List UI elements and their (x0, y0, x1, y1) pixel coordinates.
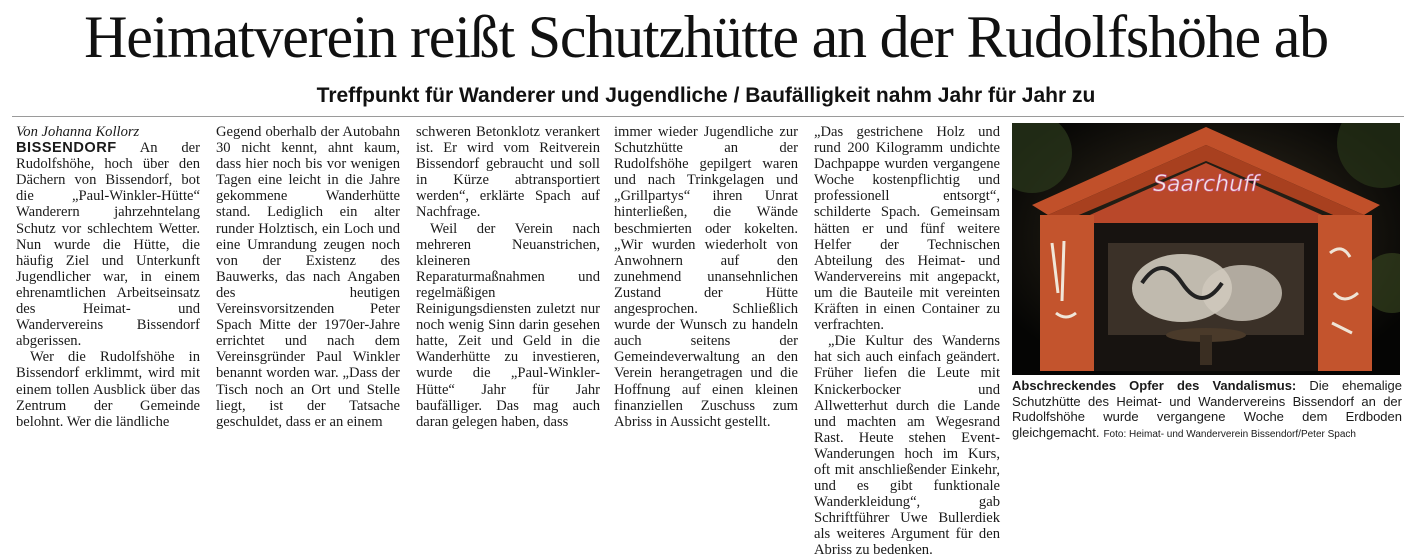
paragraph-2: Wer die Rudolfshöhe in Bissendorf erklimmt, wird mit einem tollen Ausblick über das Zentrum der Gemeinde belohnt. Wer die ländliche (16, 349, 200, 430)
paragraph-5: „Die Kultur des Wanderns hat sich auch einfach geändert. Früher liefen die Leute mit Knickerbocker und Allwetterhut durch die Lande und machten am Wegesrand Rast. Heute stehen Event-Wanderungen hoch im Kurs, oft mit anschließender Einkehr, und es gibt funktionale Wanderkleidung“, gab Schriftführer Uwe Bullerdiek als weiteres Argument für den Abriss zu bedenken. (814, 333, 1000, 559)
shelter-hut-illustration (1012, 123, 1400, 375)
divider (12, 116, 1404, 117)
paragraph-2-cont: schweren Betonklotz verankert ist. Er wird vom Reitverein Bissendorf gebraucht und soll in Kürze abtransportiert werden“, erklärte Spach auf Nachfrage. (416, 124, 600, 221)
article-column-3 (416, 124, 600, 430)
paragraph-4-cont: „Das gestrichene Holz und rund 200 Kilogramm undichte Dachpappe wurden vergangene Woche kostenpflichtig und professionell entsorgt“, schilderte Spach. Gemeinsam hätten er und fünf weitere Helfer der Technischen Abteilung des Heimat- und Wandervereins mit angepackt, um die Bauteile mit vereinten Kräften in einen Container zu verfrachten. (814, 124, 1000, 334)
photo-credit: Foto: Heimat- und Wanderverein Bissendorf/Peter Spach (1103, 428, 1356, 440)
article-column-4 (614, 124, 798, 430)
lead-paragraph (16, 140, 200, 349)
byline: Von Johanna Kollorz (16, 124, 140, 140)
article-column-1 (16, 124, 200, 430)
article-photo (1012, 123, 1400, 375)
roof-graffiti: Saarchuff (1153, 172, 1259, 197)
article-column-2 (216, 124, 400, 430)
article-column-5 (814, 124, 1000, 559)
caption-text: Die ehemalige Schutzhütte des Heimat- und Wandervereins Bissendorf an der Rudolfshöhe wurde vergangene Woche dem Erdboden gleichgemacht. (1012, 378, 1402, 440)
photo-caption (1012, 378, 1402, 442)
headline: Heimatverein reißt Schutzhütte an der Rudolfshöhe ab (84, 4, 1328, 70)
dateline: BISSENDORF (16, 140, 117, 157)
paragraph-3: Weil der Verein nach mehreren Neuanstrichen, kleineren Reparaturmaßnahmen und regelmäßigen Reinigungsdiensten zuletzt nur noch wenig Sinn darin gesehen hatte, Zeit und Geld in die Wanderhütte zu investieren, wurde die „Paul-Winkler-Hütte“ Jahr für Jahr baufälliger. Das mag auch daran gelegen haben, dass (416, 220, 600, 430)
subheadline: Treffpunkt für Wanderer und Jugendliche / Baufälligkeit nahm Jahr für Jahr zu (316, 84, 1096, 107)
paragraph-2-cont: Gegend oberhalb der Autobahn 30 nicht kennt, ahnt kaum, dass hier noch bis vor wenigen Tagen eine leicht in die Jahre gekommene Wanderhütte stand. Lediglich ein alter runder Holztisch, ein Loch und eine Umrandung zeugen noch von der Existenz des Bauwerks, das nach Angaben des heutigen Vereinsvorsitzenden Peter Spach Mitte der 1970er-Jahre errichtet und nach dem Vereinsgründer Paul Winkler benannt worden war. „Dass der Tisch noch an Ort und Stelle liegt, ist der Tatsache geschuldet, dass er an einem (216, 124, 400, 430)
caption-lead: Abschreckendes Opfer des Vandalismus: (1012, 378, 1297, 393)
paragraph-3-cont: immer wieder Jugendliche zur Schutzhütte an der Rudolfshöhe gepilgert waren und nach Trinkgelagen und „Grillpartys“ ihren Unrat hinterließen, die Wände beschmierten oder kokelten. „Wir wurden wiederholt von Anwohnern auf den zunehmend unansehnlichen Zustand der Hütte angesprochen. Schließlich wurde der Wunsch zu handeln auch seitens der Gemeindeverwaltung an den Verein herangetragen und die Hoffnung auf einen kleinen finanziellen Zuschuss zum Abriss in Aussicht gestellt. (614, 124, 798, 430)
lead-text: An der Rudolfshöhe, hoch über den Dächern von Bissendorf, bot die „Paul-Winkler-Hütte“ Wanderern jahrzehntelang Schutz vor schlechtem Wetter. Nun wurde die Hütte, die häufig Ziel und Unterkunft Jugendlicher war, in einem ehrenamtlichen Arbeitseinsatz des Heimat- und Wandervereins Bissendorf abgerissen. (16, 140, 200, 350)
